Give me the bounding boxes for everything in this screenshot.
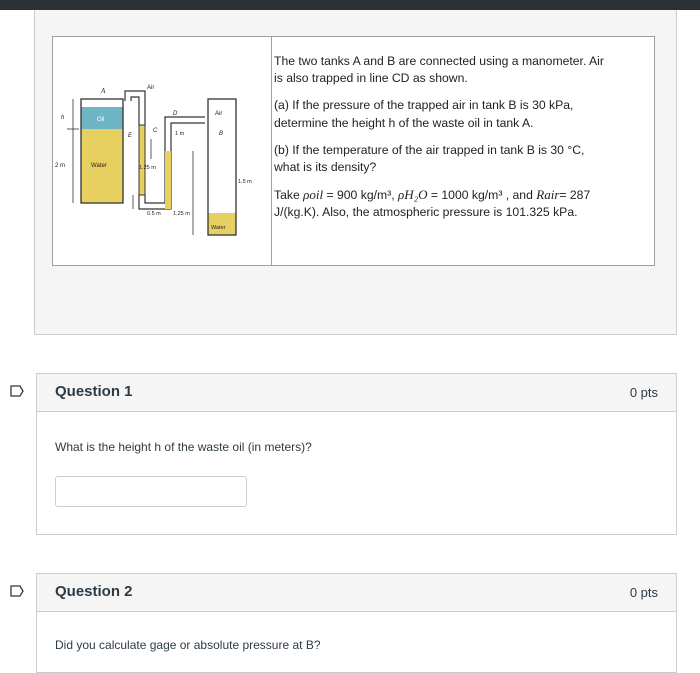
label-water-a: Water [91,163,107,169]
question-2-card [36,573,677,673]
problem-statement [274,53,652,222]
figure-divider [271,37,272,265]
rho-h2o-symbol: ρH₂O [397,187,428,203]
question-2-points: 0 pts [629,585,658,600]
problem-line-1: The two tanks A and B are connected using a manometer. Air [274,54,604,68]
label-water-b: Water [211,225,226,231]
problem-line-4: determine the height h of the waste oil in tank A. [274,115,534,130]
label-2m: 2 m [55,163,66,169]
label-oil: Oil [97,117,105,123]
label-c: C [153,128,158,134]
problem-line-5: (b) If the temperature of the air trapped in tank B is 30 °C, [274,142,585,157]
given-line-2: J/(kg.K). Also, the atmospheric pressure is 101.325 kPa. [274,205,578,220]
label-air-b: Air [215,111,223,117]
label-b: B [219,131,224,137]
label-a: A [101,87,106,95]
given-line-1: Take ρoil = 900 kg/m³, ρH₂O = 1000 kg/m³ , and Rair= 287 [274,187,591,203]
flag-question-icon[interactable] [10,585,24,597]
question-1-points: 0 pts [629,385,658,400]
question-2-text: Did you calculate gage or absolute pressure at B? [55,638,321,652]
question-1-answer-input[interactable] [55,476,247,507]
label-1m: 1 m [175,131,185,137]
flag-question-icon[interactable] [10,385,24,397]
label-d: D [173,111,178,117]
manometer-diagram [53,85,271,245]
label-air-top: Air [147,85,155,91]
label-125-left: 1.25 m [139,165,156,171]
problem-figure [52,36,655,266]
problem-line-6: what is its density? [274,160,377,175]
label-05m: 0.5 m [147,211,161,217]
label-125-right: 1.25 m [173,211,190,217]
top-bar [0,0,700,10]
question-2-header [37,574,676,612]
label-h: h [61,115,65,121]
water-layer-b [208,213,236,235]
question-2-title: Question 2 [55,583,133,600]
question-1-header [37,374,676,412]
r-air-symbol: Rair [536,187,560,203]
problem-line-3: (a) If the pressure of the trapped air in tank B is 30 kPa, [274,98,574,113]
rho-oil-symbol: ρoil [303,187,324,203]
label-15m: 1.5 m [238,179,252,185]
question-1-title: Question 1 [55,383,133,400]
question-1-card [36,373,677,535]
question-1-text: What is the height h of the waste oil (in meters)? [55,440,312,454]
label-e: E [128,133,133,139]
problem-line-2: is also trapped in line CD as shown. [274,71,468,86]
